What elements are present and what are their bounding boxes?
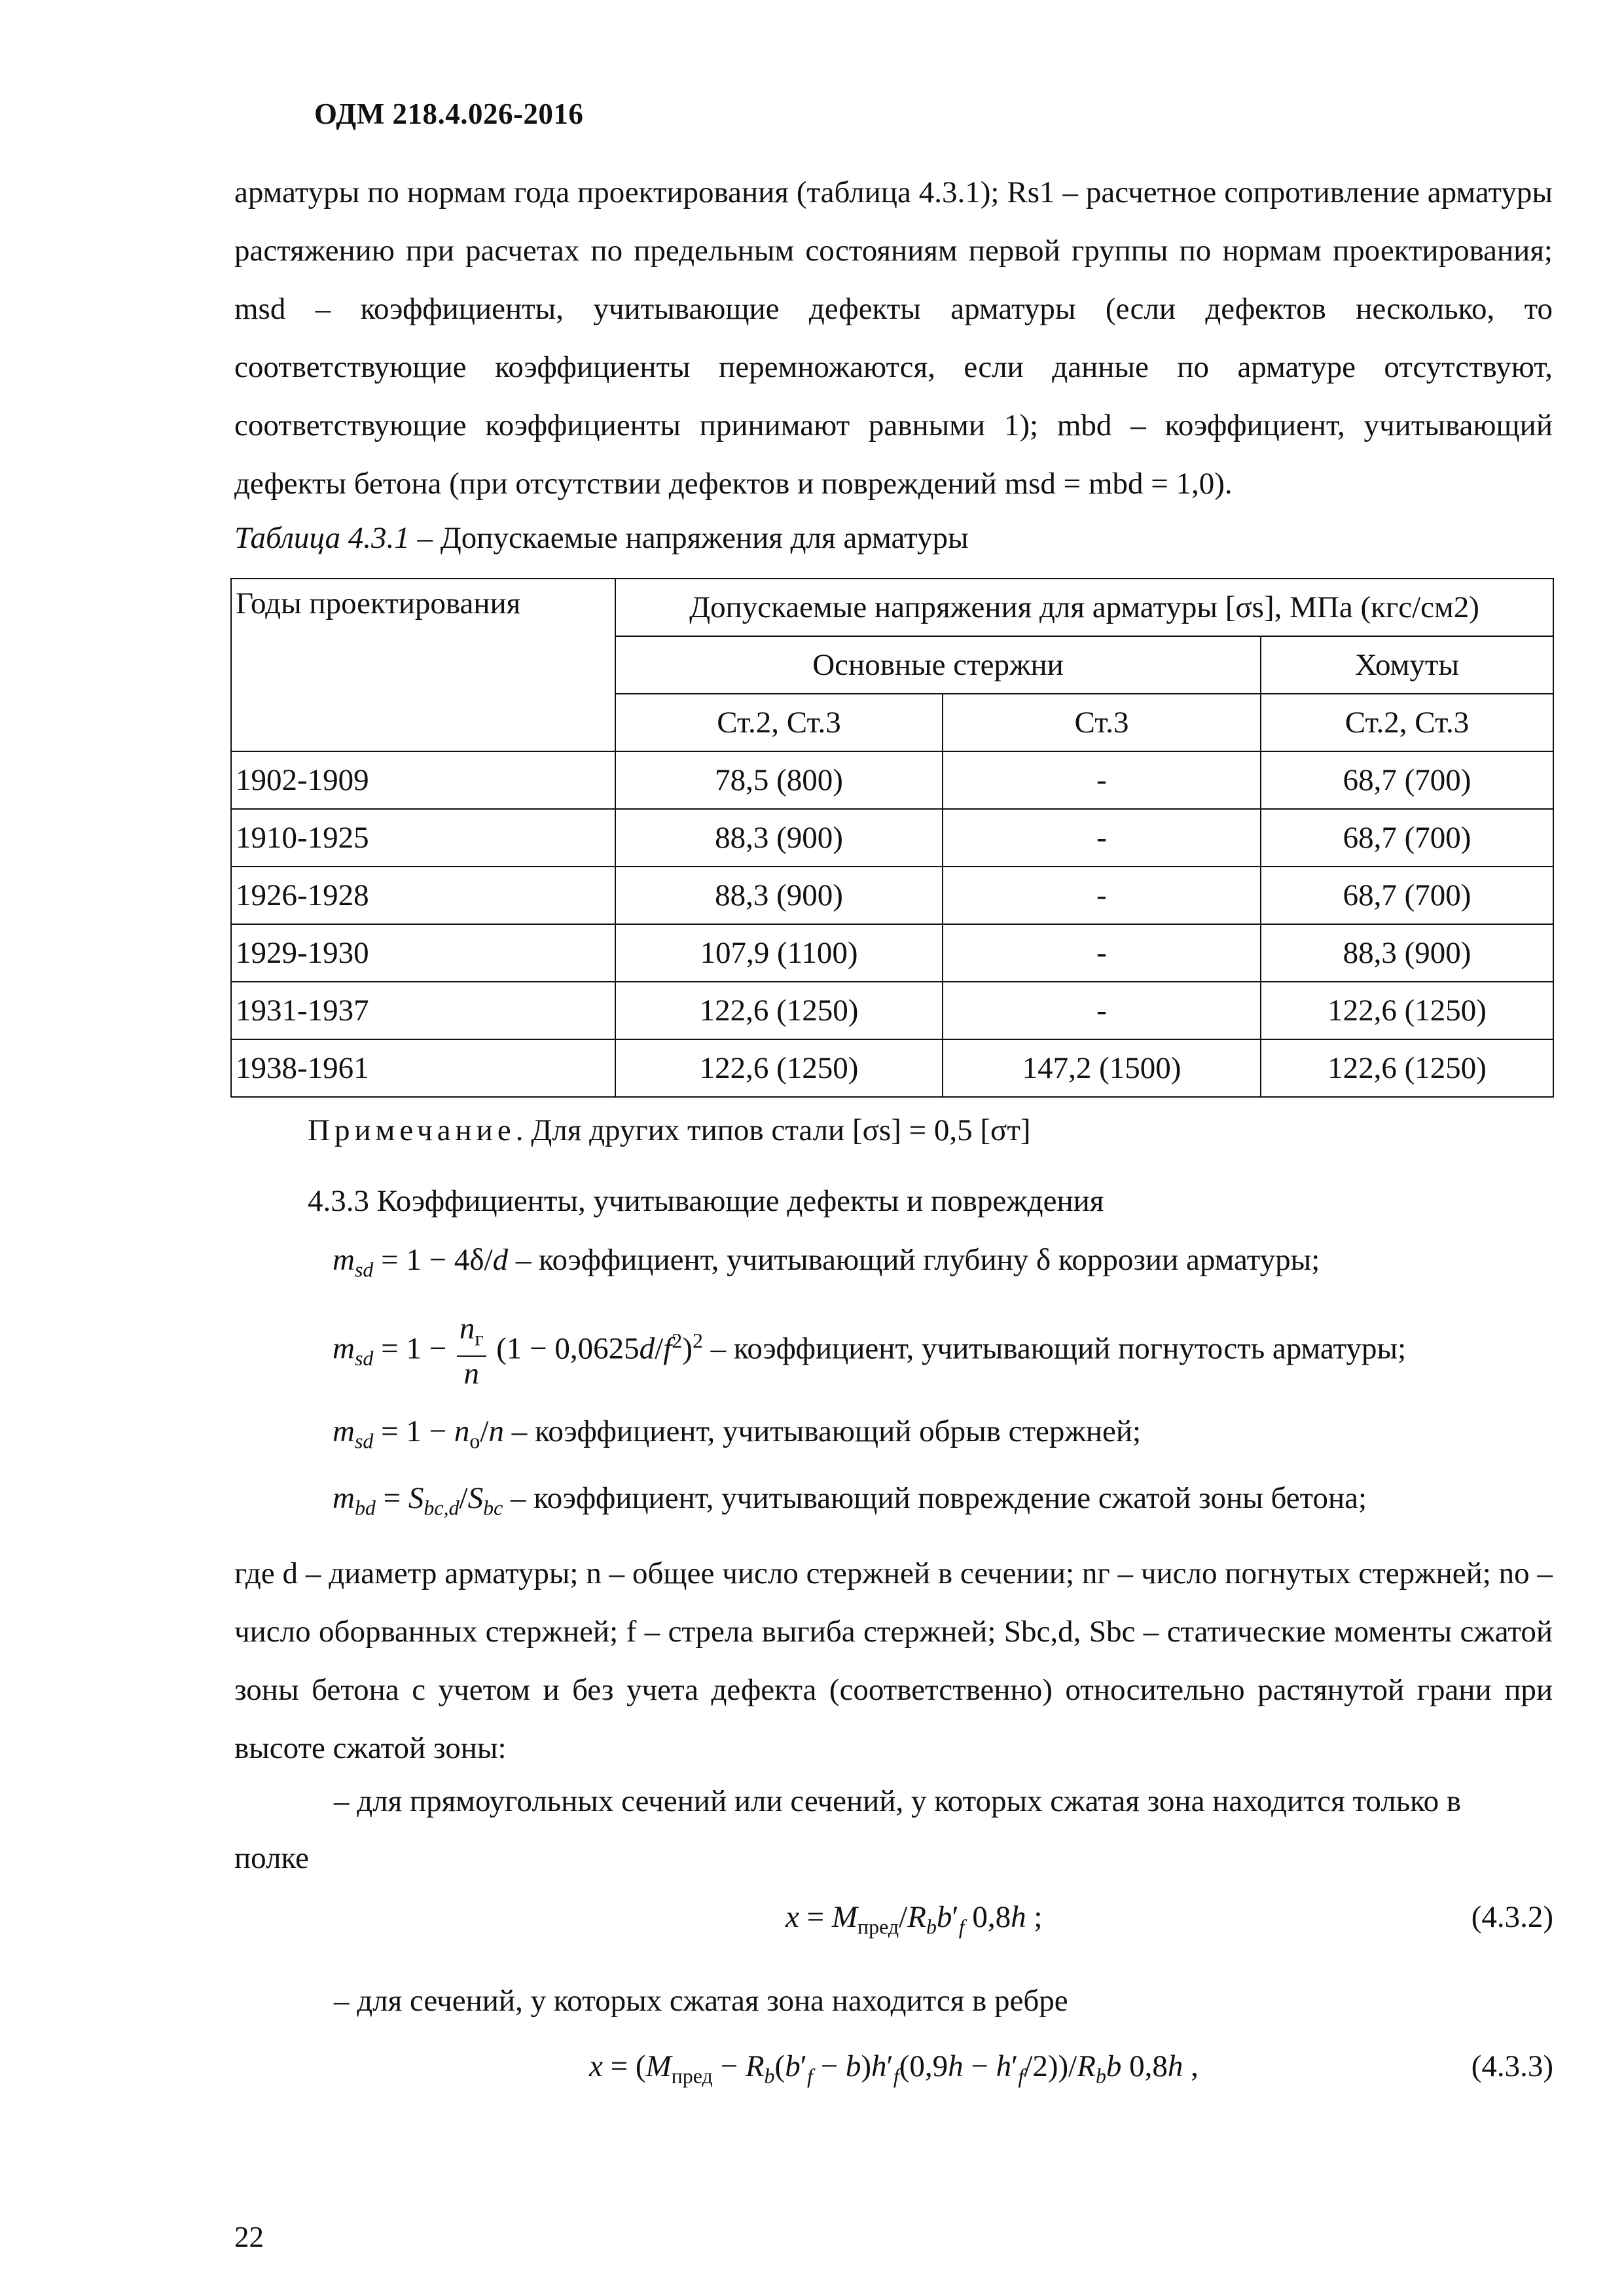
case-rectangular: – для прямоугольных сечений или сечений, у которых сжатая зона находится только в xyxy=(334,1784,1462,1818)
allowable-stress-table xyxy=(230,578,1554,1098)
formula-bending-desc: – коэффициент, учитывающий погнутость арматуры; xyxy=(702,1331,1407,1366)
fraction-ng-n: $\frac{n_г}{n}$ xyxy=(457,1312,486,1391)
header-stirrups: Хомуты xyxy=(1261,636,1553,694)
table-row xyxy=(231,867,1553,924)
cell-stirrups: 122,6 (1250) xyxy=(1261,982,1553,1039)
cell-main-st3: 147,2 (1500) xyxy=(943,1039,1261,1097)
case-rectangular-cont: полке xyxy=(234,1841,310,1875)
cell-stirrups: 68,7 (700) xyxy=(1261,809,1553,867)
page-number: 22 xyxy=(234,2221,264,2253)
document-code-header: ОДМ 218.4.026-2016 xyxy=(314,98,584,130)
cell-main-st23: 122,6 (1250) xyxy=(615,982,943,1039)
table-row xyxy=(231,809,1553,867)
header-stress: Допускаемые напряжения для арматуры [σs], МПа (кгс/см2) xyxy=(615,579,1553,636)
formula-break-desc: – коэффициент, учитывающий обрыв стержней; xyxy=(503,1414,1142,1448)
note-text: . Для других типов стали [σs] = 0,5 [σт] xyxy=(515,1113,1031,1147)
formula-bending: $m_{sd} = 1$ − $\frac{n_г}{n}$ $(1 - 0,0625d/f^2)^2$ – коэффициент, учитывающий погнутость арматуры; xyxy=(333,1312,1407,1391)
cell-years: 1931-1937 xyxy=(231,982,615,1039)
cell-stirrups: 68,7 (700) xyxy=(1261,751,1553,809)
header-sub-st23-stirrups: Ст.2, Ст.3 xyxy=(1261,694,1553,751)
table-row xyxy=(231,982,1553,1039)
table-row xyxy=(231,924,1553,982)
equation-number-4-3-2: (4.3.2) xyxy=(1471,1900,1553,1934)
note-label: Примечание xyxy=(308,1113,516,1147)
cell-main-st23: 88,3 (900) xyxy=(615,867,943,924)
formula-corrosion-desc: – коэффициент, учитывающий глубину δ коррозии арматуры; xyxy=(508,1243,1320,1277)
cell-years: 1929-1930 xyxy=(231,924,615,982)
cell-main-st3: - xyxy=(943,982,1261,1039)
cell-years: 1910-1925 xyxy=(231,809,615,867)
equation-4-3-2: $x = M_{пред}/R_bb'_f$ 0,8h ; xyxy=(785,1900,1043,1939)
cell-years: 1938-1961 xyxy=(231,1039,615,1097)
table-caption-text: – Допускаемые напряжения для арматуры xyxy=(409,521,969,555)
cell-main-st23: 88,3 (900) xyxy=(615,809,943,867)
cell-stirrups: 68,7 (700) xyxy=(1261,867,1553,924)
table-caption-label: Таблица 4.3.1 xyxy=(234,521,410,555)
cell-years: 1926-1928 xyxy=(231,867,615,924)
header-sub-st23-main: Ст.2, Ст.3 xyxy=(615,694,943,751)
cell-main-st3: - xyxy=(943,809,1261,867)
cell-stirrups: 88,3 (900) xyxy=(1261,924,1553,982)
table-row xyxy=(231,1039,1553,1097)
cell-main-st23: 107,9 (1100) xyxy=(615,924,943,982)
cell-stirrups: 122,6 (1250) xyxy=(1261,1039,1553,1097)
table-note xyxy=(308,1113,1031,1148)
header-years: Годы проектирования xyxy=(231,579,615,751)
formula-corrosion: $m_{sd} = 1 - 4\delta/d$ – коэффициент, учитывающий глубину δ коррозии арматуры; xyxy=(333,1243,1320,1282)
formula-concrete: $m_{bd} = S_{bc,d}/S_{bc}$ – коэффициент, учитывающий повреждение сжатой зоны бетона; xyxy=(333,1481,1367,1520)
cell-main-st23: 122,6 (1250) xyxy=(615,1039,943,1097)
header-sub-st3-main: Ст.3 xyxy=(943,694,1261,751)
table-caption xyxy=(234,520,969,556)
formula-break: $m_{sd} = 1 - n_о/n$ – коэффициент, учитывающий обрыв стержней; xyxy=(333,1414,1142,1453)
section-heading: 4.3.3 Коэффициенты, учитывающие дефекты и повреждения xyxy=(308,1184,1104,1218)
formula-concrete-desc: – коэффициент, учитывающий повреждение сжатой зоны бетона; xyxy=(503,1481,1367,1515)
cell-main-st3: - xyxy=(943,924,1261,982)
cell-years: 1902-1909 xyxy=(231,751,615,809)
equation-4-3-3: $x = (M_{пред} - R_b(b'_f - b)h'_f(0,9h - h'_f/2))/R_bb$ 0,8h , xyxy=(589,2049,1199,2088)
header-main-bars: Основные стержни xyxy=(615,636,1261,694)
equation-number-4-3-3: (4.3.3) xyxy=(1471,2049,1553,2083)
cell-main-st23: 78,5 (800) xyxy=(615,751,943,809)
cell-main-st3: - xyxy=(943,751,1261,809)
paragraph-definitions: где d – диаметр арматуры; n – общее число стержней в сечении; nг – число погнутых стержней; nо – число оборванных стержней; f – стрела выгиба стержней; Sbc,d, Sbc – статические моменты сжатой зоны бетона с учетом и без учета дефекта (соответственно) относительно растянутой грани при высоте сжатой зоны: xyxy=(234,1556,1553,1765)
paragraph-intro: арматуры по нормам года проектирования (таблица 4.3.1); Rs1 – расчетное сопротивление арматуры растяжению при расчетах по предельным состояниям первой группы по нормам проектирования; msd – коэффициенты, учитывающие дефекты арматуры (если дефектов несколько, то соответствующие коэффициенты перемножаются, если данные по арматуре отсутствуют, соответствующие коэффициенты принимают равными 1); mbd – коэффициент, учитывающий дефекты бетона (при отсутствии дефектов и повреждений msd = mbd = 1,0). xyxy=(234,175,1553,501)
cell-main-st3: - xyxy=(943,867,1261,924)
table-row xyxy=(231,751,1553,809)
case-rib: – для сечений, у которых сжатая зона находится в ребре xyxy=(334,1984,1068,2018)
